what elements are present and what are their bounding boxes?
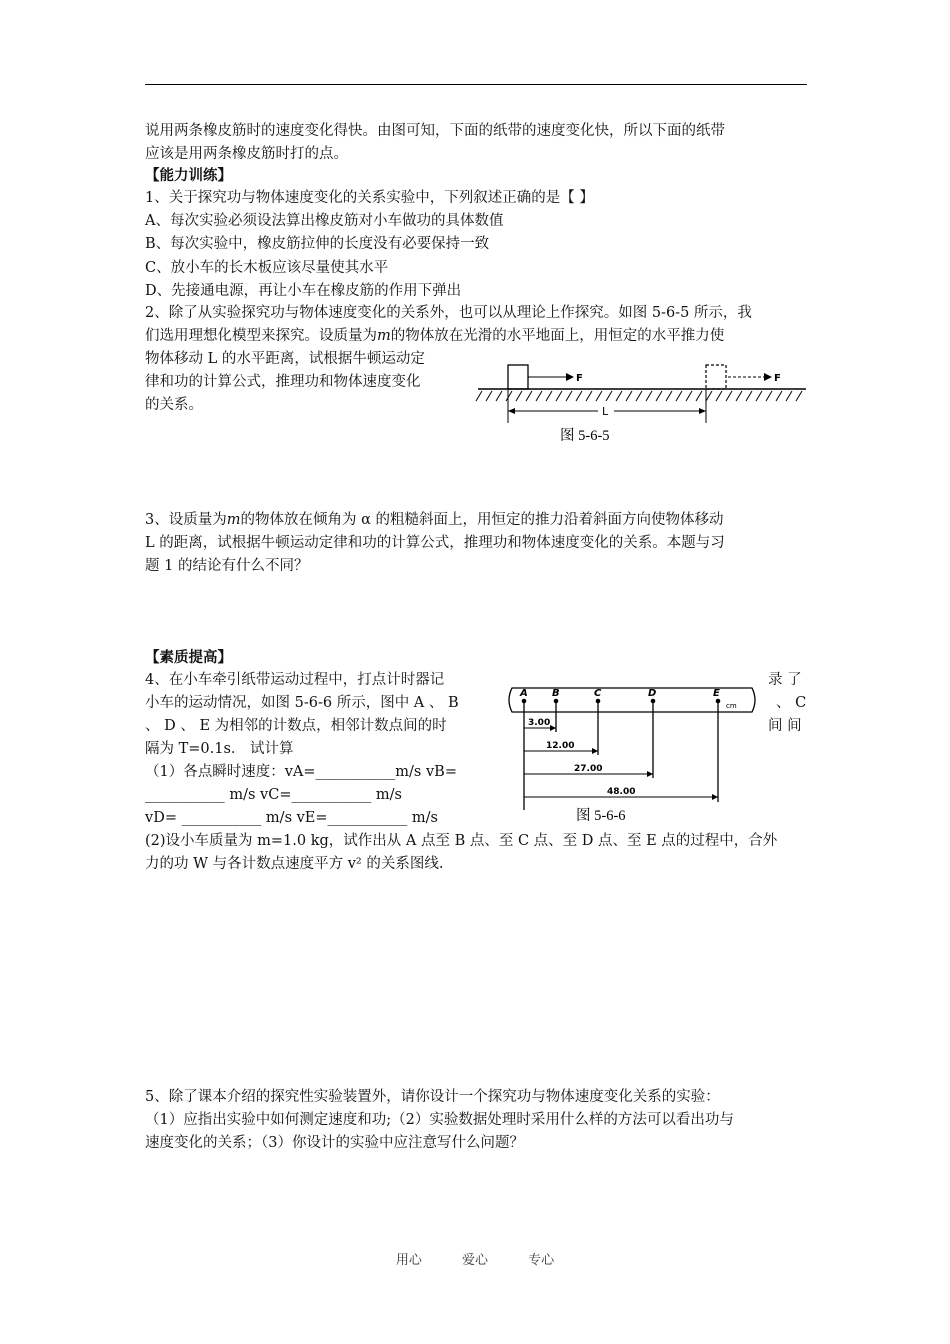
q2-line-5: 的关系。 (145, 397, 203, 413)
q2-line-3: 物体移动 L 的水平距离，试根据牛顿运动定 (145, 351, 425, 367)
tape-point-label-d: D (648, 688, 657, 699)
tape-unit: cm (726, 702, 737, 710)
q4-line-1: 4、在小车牵引纸带运动过程中，打点计时器记 (145, 672, 445, 688)
force-arrowhead-2 (764, 373, 772, 381)
q1-option-d: D、先接通电源，再让小车在橡皮筋的作用下弹出 (145, 283, 462, 299)
section-heading-quality: 【素质提高】 (145, 649, 232, 666)
distance-ac: 12.00 (546, 741, 575, 751)
tape-point-label-b: B (552, 688, 560, 699)
q4-line-8: (2)设小车质量为 m=1.0 kg，试作出从 A 点至 B 点、至 C 点、至 D 点、至 E 点的过程中，合外 (145, 833, 778, 849)
q5-line-3: 速度变化的关系；（3）你设计的实验中应注意写什么问题？ (145, 1135, 524, 1151)
tape-point-label-c: C (594, 688, 602, 699)
header-rule (145, 84, 807, 85)
q5-line-1: 5、除了课本介绍的探究性实验装置外，请你设计一个探究功与物体速度变化关系的实验： (145, 1089, 720, 1105)
q4-line-3: 、 D 、 E 为相邻的计数点，相邻计数点间的时 (145, 718, 447, 734)
tape-point-label-e: E (713, 688, 720, 699)
q4-line-3-right: 间 间 (768, 718, 802, 734)
q1-option-b: B、每次实验中，橡皮筋拉伸的长度没有必要保持一致 (145, 236, 490, 252)
force-label-1: F (576, 373, 583, 384)
q4-line-2: 小车的运动情况，如图 5-6-6 所示，图中 A 、 B (145, 695, 459, 711)
footer-item-3: 专心 (528, 1253, 555, 1268)
q3-line-2: L 的距离，试根据牛顿运动定律和功的计算公式，推理功和物体速度变化的关系。本题与习 (145, 535, 725, 551)
q4-line-9: 力的功 W 与各计数点速度平方 v² 的关系图线. (145, 856, 444, 872)
q4-line-6: ___________ m/s vC=___________ m/s (145, 787, 402, 803)
q1-option-a: A、每次实验必须设法算出橡皮筋对小车做功的具体数值 (145, 213, 504, 229)
section-heading-ability: 【能力训练】 (145, 167, 232, 184)
figure-caption-5-6-5: 图 5-6-5 (560, 428, 610, 444)
q1-option-c: C、放小车的长木板应该尽量使其水平 (145, 260, 389, 276)
footer-item-1: 用心 (395, 1253, 422, 1268)
distance-ab: 3.00 (528, 718, 551, 728)
force-arrowhead-1 (566, 373, 574, 381)
block-start (508, 365, 528, 389)
q4-line-5: （1）各点瞬时速度：vA=___________m/s vB= (145, 764, 457, 780)
q2-line-4: 律和功的计算公式，推理功和物体速度变化 (145, 374, 421, 390)
tape-point-label-a: A (520, 688, 528, 699)
ground-hatching (476, 391, 802, 401)
distance-ad: 27.00 (574, 764, 603, 774)
q3-line-1: 3、设质量为m的物体放在倾角为 α 的粗糙斜面上，用恒定的推力沿着斜面方向使物体移动 (145, 512, 724, 528)
q3-line-3: 题 1 的结论有什么不同？ (145, 558, 309, 574)
q2-line-1: 2、除了从实验探究功与物体速度变化的关系外，也可以从理论上作探究。如图 5-6-5 所示，我 (145, 305, 752, 321)
intro-line-2: 应该是用两条橡皮筋时打的点。 (145, 146, 348, 162)
q2-mass-symbol: m (377, 328, 391, 344)
q4-line-7: vD= ___________ m/s vE=___________ m/s (145, 810, 438, 826)
q2-line-2: 们选用理想化模型来探究。设质量为m的物体放在光滑的水平地面上，用恒定的水平推力使 (145, 328, 725, 344)
q4-line-2-right: 、 C (776, 695, 807, 711)
intro-line-1: 说用两条橡皮筋时的速度变化得快。由图可知，下面的纸带的速度变化快，所以下面的纸带 (145, 123, 725, 139)
figure-5-6-5 (472, 355, 812, 447)
figure-5-6-6 (500, 680, 765, 825)
q4-line-4: 隔为 T=0.1s． 试计算 (145, 741, 294, 757)
q1-stem: 1、关于探究功与物体速度变化的关系实验中，下列叙述正确的是【 】 (145, 190, 594, 206)
q4-line-1-right: 录 了 (768, 672, 802, 688)
q5-line-2: （1）应指出实验中如何测定速度和功;（2）实验数据处理时采用什么样的方法可以看出功与 (145, 1112, 734, 1128)
block-end (706, 365, 726, 389)
footer-item-2: 爱心 (461, 1253, 488, 1268)
distance-ae: 48.00 (607, 787, 636, 797)
page-footer (0, 1249, 950, 1268)
distance-label: L (602, 405, 609, 418)
force-label-2: F (774, 373, 781, 384)
figure-caption-5-6-6: 图 5-6-6 (576, 808, 626, 824)
q3-mass-symbol: m (226, 512, 241, 528)
